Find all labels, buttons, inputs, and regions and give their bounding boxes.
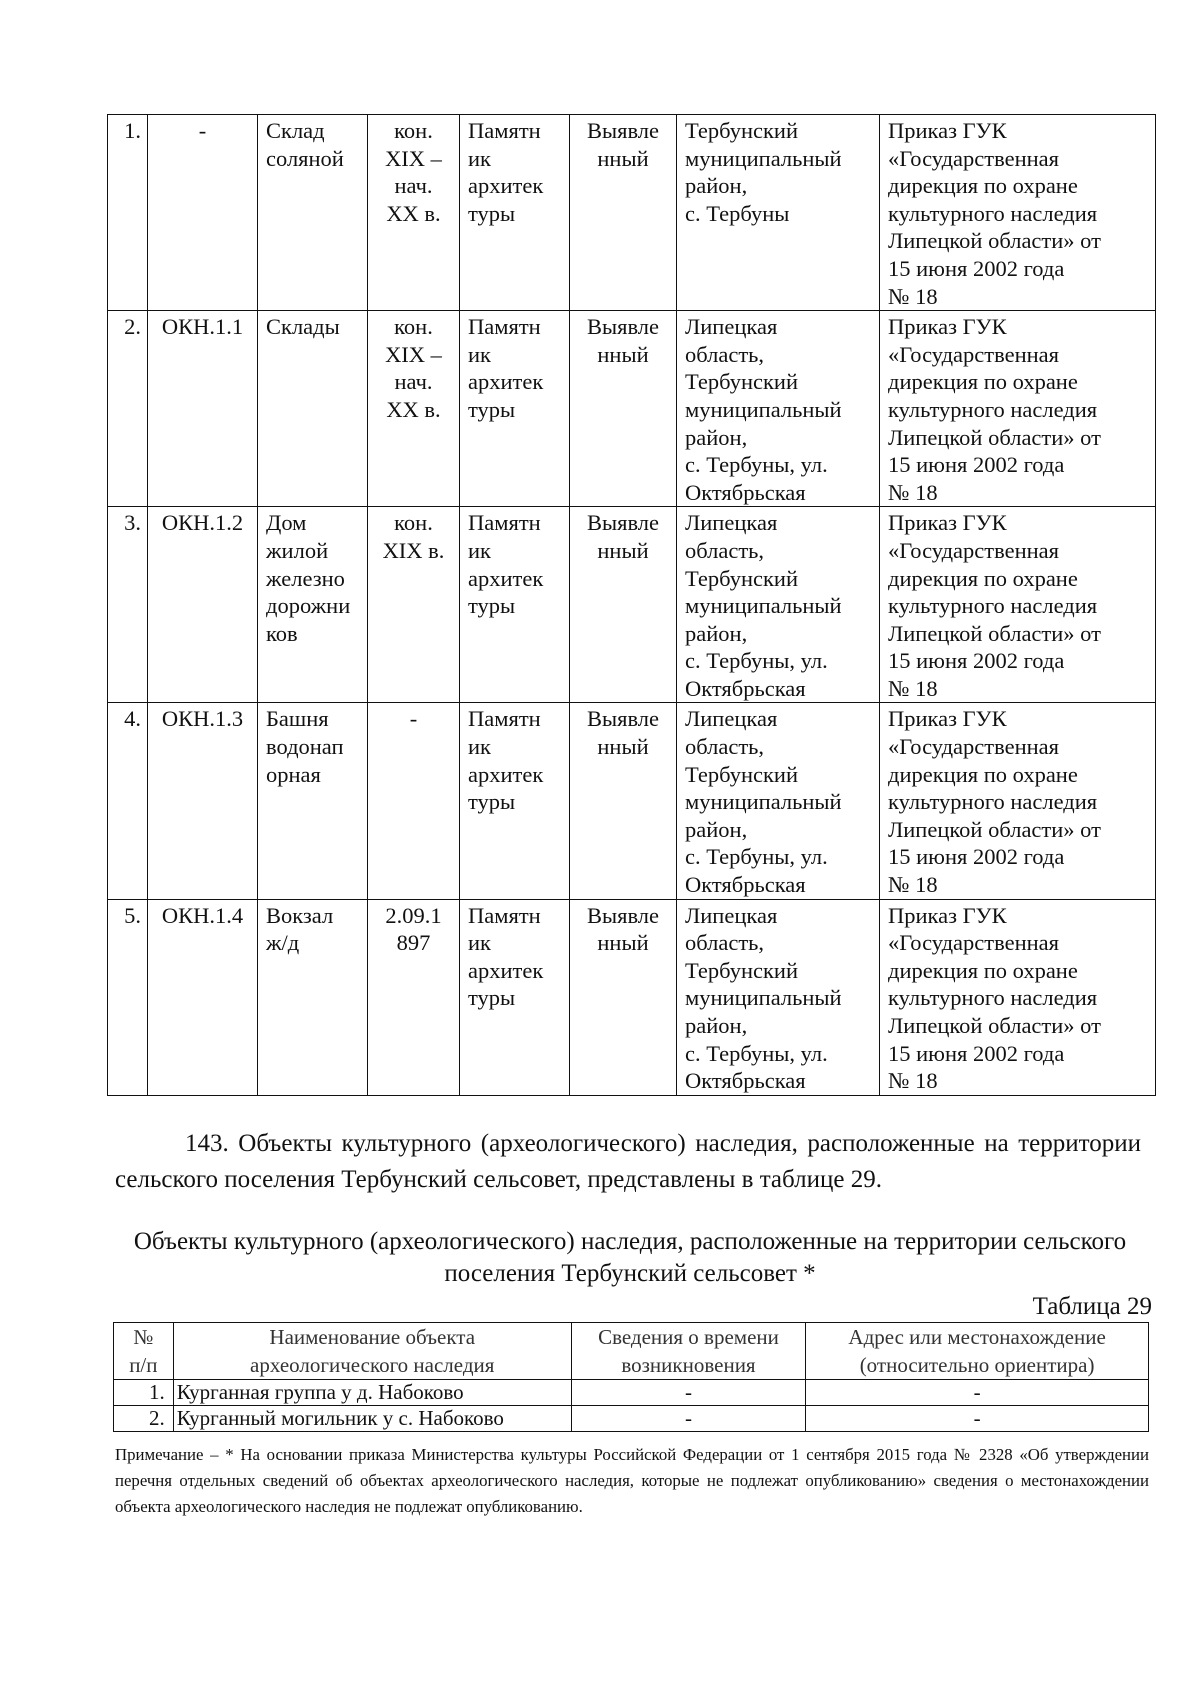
object-date: кон. XIX – нач. XX в. bbox=[368, 115, 460, 311]
object-document: Приказ ГУК «Государственная дирекция по охране культурного наследия Липецкой области» от 15 июня 2002 года № 18 bbox=[880, 115, 1156, 311]
footnote: Примечание – * На основании приказа Министерства культуры Российской Федерации от 1 сентября 2015 года № 2328 «Об утверждении перечня отдельных сведений об объектах археологического наследия, которые не подлежат опубликованию» сведения о местонахождении объекта археологического наследия не подлежат опубликованию. bbox=[115, 1445, 1149, 1516]
heritage-objects-table bbox=[107, 114, 1156, 1096]
object-status: Выявле нный bbox=[570, 311, 677, 507]
row-number: 5. bbox=[108, 899, 148, 1095]
object-document: Приказ ГУК «Государственная дирекция по охране культурного наследия Липецкой области» от 15 июня 2002 года № 18 bbox=[880, 899, 1156, 1095]
object-document: Приказ ГУК «Государственная дирекция по охране культурного наследия Липецкой области» от 15 июня 2002 года № 18 bbox=[880, 703, 1156, 899]
object-time: - bbox=[571, 1406, 805, 1432]
object-name: Склад соляной bbox=[258, 115, 368, 311]
object-type: Памятн ик архитек туры bbox=[460, 899, 570, 1095]
header-object-name: Наименование объекта археологического наследия bbox=[173, 1323, 571, 1380]
table-row bbox=[108, 311, 1156, 507]
table-row bbox=[114, 1380, 1149, 1406]
table-29-title: Объекты культурного (археологического) наследия, расположенные на территории сельского поселения Тербунский сельсовет * bbox=[133, 1228, 1127, 1287]
row-number: 4. bbox=[108, 703, 148, 899]
paragraph-143: 143. Объекты культурного (археологического) наследия, расположенные на территории сельского поселения Тербунский сельсовет, представлены в таблице 29. bbox=[115, 1130, 1141, 1193]
object-name: Башня водонап орная bbox=[258, 703, 368, 899]
row-number: 3. bbox=[108, 507, 148, 703]
object-document: Приказ ГУК «Государственная дирекция по охране культурного наследия Липецкой области» от 15 июня 2002 года № 18 bbox=[880, 507, 1156, 703]
object-name: Вокзал ж/д bbox=[258, 899, 368, 1095]
object-name: Курганный могильник у с. Набоково bbox=[173, 1406, 571, 1432]
object-address: Липецкая область, Тербунский муниципальный район, с. Тербуны, ул. Октябрьская bbox=[677, 311, 880, 507]
object-date: - bbox=[368, 703, 460, 899]
object-status: Выявле нный bbox=[570, 507, 677, 703]
object-status: Выявле нный bbox=[570, 899, 677, 1095]
object-code: ОКН.1.3 bbox=[148, 703, 258, 899]
table-row bbox=[108, 703, 1156, 899]
object-name: Дом жилой железно дорожни ков bbox=[258, 507, 368, 703]
row-number: 1. bbox=[114, 1380, 174, 1406]
table-29-label: Таблица 29 bbox=[1032, 1293, 1152, 1320]
object-date: кон. XIX в. bbox=[368, 507, 460, 703]
object-address: Липецкая область, Тербунский муниципальный район, с. Тербуны, ул. Октябрьская bbox=[677, 899, 880, 1095]
table-row bbox=[108, 507, 1156, 703]
object-code: - bbox=[148, 115, 258, 311]
table-29 bbox=[113, 1322, 1149, 1432]
object-address: Липецкая область, Тербунский муниципальный район, с. Тербуны, ул. Октябрьская bbox=[677, 507, 880, 703]
object-name: Курганная группа у д. Набоково bbox=[173, 1380, 571, 1406]
object-address: Тербунский муниципальный район, с. Тербуны bbox=[677, 115, 880, 311]
row-number: 2. bbox=[108, 311, 148, 507]
object-code: ОКН.1.1 bbox=[148, 311, 258, 507]
object-name: Склады bbox=[258, 311, 368, 507]
table-row bbox=[108, 115, 1156, 311]
table-29-header-row bbox=[114, 1323, 1149, 1380]
object-address: - bbox=[806, 1380, 1149, 1406]
object-type: Памятн ик архитек туры bbox=[460, 507, 570, 703]
object-type: Памятн ик архитек туры bbox=[460, 311, 570, 507]
table-row bbox=[114, 1406, 1149, 1432]
header-num: № п/п bbox=[114, 1323, 174, 1380]
object-address: Липецкая область, Тербунский муниципальный район, с. Тербуны, ул. Октябрьская bbox=[677, 703, 880, 899]
object-time: - bbox=[571, 1380, 805, 1406]
row-number: 2. bbox=[114, 1406, 174, 1432]
object-date: 2.09.1 897 bbox=[368, 899, 460, 1095]
object-date: кон. XIX – нач. XX в. bbox=[368, 311, 460, 507]
header-address: Адрес или местонахождение (относительно ориентира) bbox=[806, 1323, 1149, 1380]
object-code: ОКН.1.4 bbox=[148, 899, 258, 1095]
header-time: Сведения о времени возникновения bbox=[571, 1323, 805, 1380]
object-type: Памятн ик архитек туры bbox=[460, 115, 570, 311]
object-status: Выявле нный bbox=[570, 703, 677, 899]
object-document: Приказ ГУК «Государственная дирекция по охране культурного наследия Липецкой области» от 15 июня 2002 года № 18 bbox=[880, 311, 1156, 507]
object-address: - bbox=[806, 1406, 1149, 1432]
table-row bbox=[108, 899, 1156, 1095]
object-status: Выявле нный bbox=[570, 115, 677, 311]
object-code: ОКН.1.2 bbox=[148, 507, 258, 703]
object-type: Памятн ик архитек туры bbox=[460, 703, 570, 899]
row-number: 1. bbox=[108, 115, 148, 311]
